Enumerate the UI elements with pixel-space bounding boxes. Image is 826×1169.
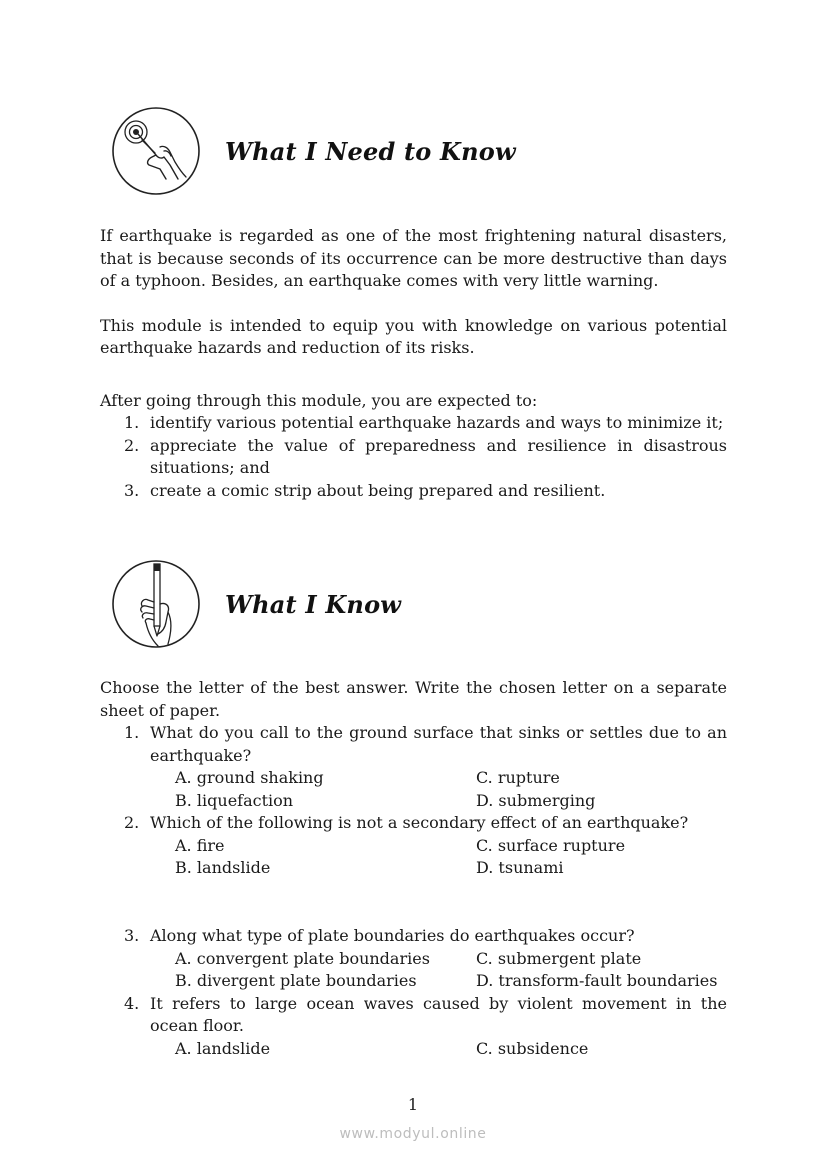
objective-item: 2. appreciate the value of preparedness and resilience in disastrous situations; and: [124, 435, 727, 477]
choice-c: C. submergent plate: [476, 948, 642, 968]
question-text: Which of the following is not a secondary effect of an earthquake?: [150, 813, 689, 832]
choice-c: C. rupture: [476, 768, 560, 787]
what-i-know-body: [100, 677, 727, 880]
question-list: [100, 993, 727, 1038]
choice-b: B. landslide: [175, 858, 271, 877]
question-item: 4. It refers to large ocean waves caused by violent movement in the ocean floor.: [124, 993, 727, 1035]
choice-b: B. liquefaction: [175, 790, 294, 810]
answer-choices: [175, 835, 727, 880]
question-text: What do you call to the ground surface that sinks or settles due to an earthquake?: [150, 723, 727, 765]
need-to-know-body: [100, 225, 727, 502]
answer-choices: [175, 767, 727, 812]
choice-c: C. subsidence: [476, 1038, 589, 1058]
objectives-intro: After going through this module, you are expected to:: [100, 390, 538, 410]
question-item: 1. What do you call to the ground surface that sinks or settles due to an earthquake?: [124, 723, 727, 765]
choice-a: A. fire: [175, 835, 225, 855]
question-list: [100, 925, 727, 948]
choice-c: C. surface rupture: [476, 835, 626, 855]
objective-item: 3. create a comic strip about being prepared and resilient.: [124, 480, 606, 500]
choice-d: D. tsunami: [476, 858, 564, 877]
objective-item: 1. identify various potential earthquake hazards and ways to minimize it;: [124, 413, 724, 432]
choice-a: A. convergent plate boundaries: [175, 948, 430, 968]
choice-a: A. landslide: [175, 1038, 271, 1058]
question-item: 2. Which of the following is not a secondary effect of an earthquake?: [124, 813, 689, 832]
hand-pencil-icon: [112, 560, 200, 648]
page-number: 1: [407, 1095, 419, 1114]
question-list: [100, 722, 727, 767]
question-list: [100, 812, 727, 835]
section-header-need-to-know: [112, 106, 516, 196]
question-text: It refers to large ocean waves caused by violent movement in the ocean floor.: [150, 993, 727, 1035]
choice-a: A. ground shaking: [175, 768, 324, 787]
section-title-what-i-know: What I Know: [225, 589, 402, 619]
intro-paragraph: If earthquake is regarded as one of the most frightening natural disasters, that is because seconds of its occurrence can be more destructive than days of a typhoon. Besides, an earthquake comes with very little warning.: [100, 226, 727, 290]
answer-choices: [175, 948, 727, 993]
what-i-know-body-continued: [100, 925, 727, 1060]
question-item: 3. Along what type of plate boundaries do earthquakes occur?: [124, 926, 635, 945]
purpose-paragraph: This module is intended to equip you with knowledge on various potential earthquake hazards and reduction of its risks.: [100, 315, 727, 357]
objectives-list: [100, 412, 727, 502]
question-text: Along what type of plate boundaries do earthquakes occur?: [150, 926, 635, 945]
watermark: www.modyul.online: [339, 1126, 487, 1142]
answer-choices: [175, 1038, 727, 1061]
choice-d: D. submerging: [476, 790, 596, 810]
instructions-paragraph: Choose the letter of the best answer. Write the chosen letter on a separate sheet of paper.: [100, 678, 727, 720]
choice-b: B. divergent plate boundaries: [175, 971, 417, 990]
choice-d: D. transform-fault boundaries: [476, 971, 718, 990]
touch-hand-icon: [112, 107, 200, 195]
section-title-need-to-know: What I Need to Know: [225, 136, 516, 166]
section-header-what-i-know: [112, 559, 401, 649]
